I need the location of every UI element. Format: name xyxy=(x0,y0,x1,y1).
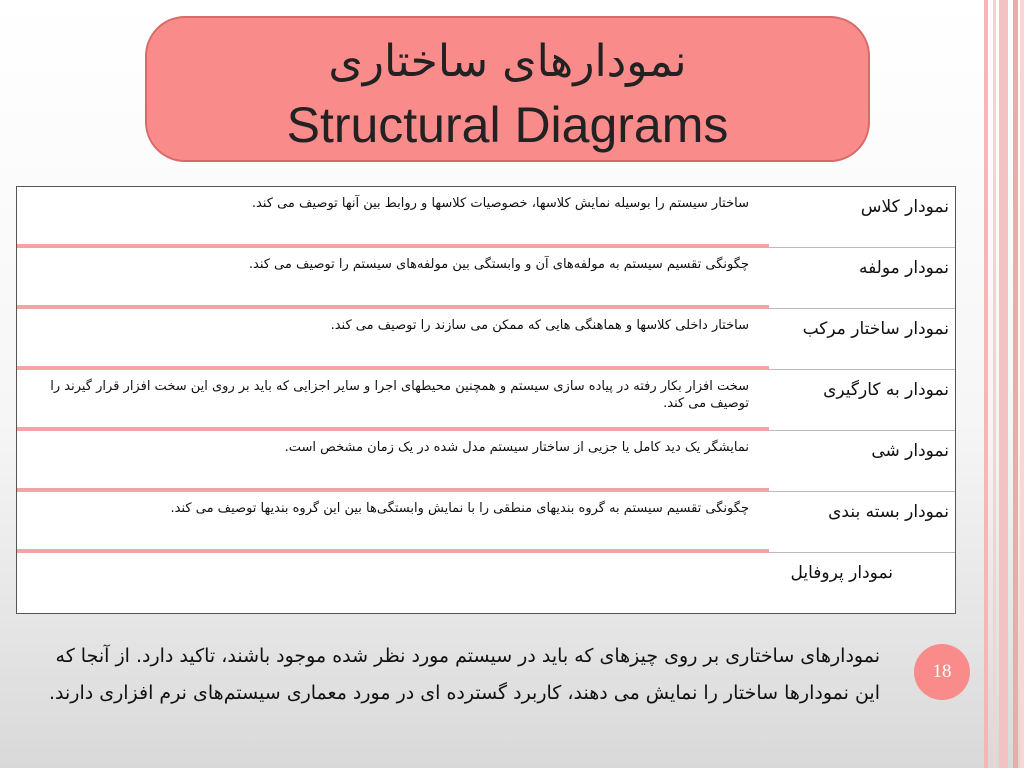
table-row xyxy=(17,492,955,553)
stripe xyxy=(1020,0,1024,768)
diagram-table xyxy=(16,186,956,614)
table-row xyxy=(17,553,955,614)
table-row xyxy=(17,370,955,431)
row-description xyxy=(17,553,767,614)
row-diagram-name: نمودار بسته بندی xyxy=(828,502,949,522)
slide-title-box xyxy=(145,16,870,162)
row-diagram-name: نمودار کلاس xyxy=(860,197,949,217)
row-description: سخت افزار بکار رفته در پیاده سازی سیستم و همچنین محیطهای اجرا و سایر اجزایی که باید بر روی این سخت افزار قرار گیرند را توصیف می کند. xyxy=(50,379,749,411)
table-row xyxy=(17,187,955,248)
stripe xyxy=(993,0,996,768)
row-description: ساختار داخلی کلاسها و هماهنگی هایی که ممکن می سازند را توصیف می کند. xyxy=(330,318,749,333)
row-diagram-name: نمودار ساختار مرکب xyxy=(802,319,949,339)
table-row xyxy=(17,248,955,309)
row-diagram-name: نمودار شی xyxy=(871,441,949,461)
row-diagram-name: نمودار به کارگیری xyxy=(823,380,949,400)
stripe xyxy=(1013,0,1018,768)
summary-paragraph: نمودارهای ساختاری بر روی چیزهای که باید در سیستم مورد نظر شده موجود باشند، تاکید دارد. از آنجا که این نمودارها ساختار را نمایش می دهند، کاربرد گسترده ای در مورد معماری سیستم‌های نرم افزاری دارند. xyxy=(48,645,880,704)
page-number-badge: 18 xyxy=(914,644,970,700)
row-diagram-name: نمودار پروفایل xyxy=(790,563,893,583)
row-description: چگونگی تقسیم سیستم به گروه بندیهای منطقی را با نمایش وابستگی‌ها بین این گروه بندیها توصیف می کند. xyxy=(170,501,749,516)
row-description: ساختار سیستم را بوسیله نمایش کلاسها، خصوصیات کلاسها و روابط بین آنها توصیف می کند. xyxy=(251,196,749,211)
stripe xyxy=(999,0,1008,768)
stripe xyxy=(984,0,988,768)
row-description: نمایشگر یک دید کامل یا جزیی از ساختار سیستم مدل شده در یک زمان مشخص است. xyxy=(284,440,749,455)
row-diagram-name: نمودار مولفه xyxy=(858,258,949,278)
table-row xyxy=(17,431,955,492)
slide-title-english: Structural Diagrams xyxy=(286,97,729,153)
table-row xyxy=(17,309,955,370)
slide-title-persian: نمودارهای ساختاری xyxy=(328,36,687,87)
decorative-stripes xyxy=(980,0,1024,768)
row-description: چگونگی تقسیم سیستم به مولفه‌های آن و وابستگی بین مولفه‌های سیستم را توصیف می کند. xyxy=(248,257,749,272)
